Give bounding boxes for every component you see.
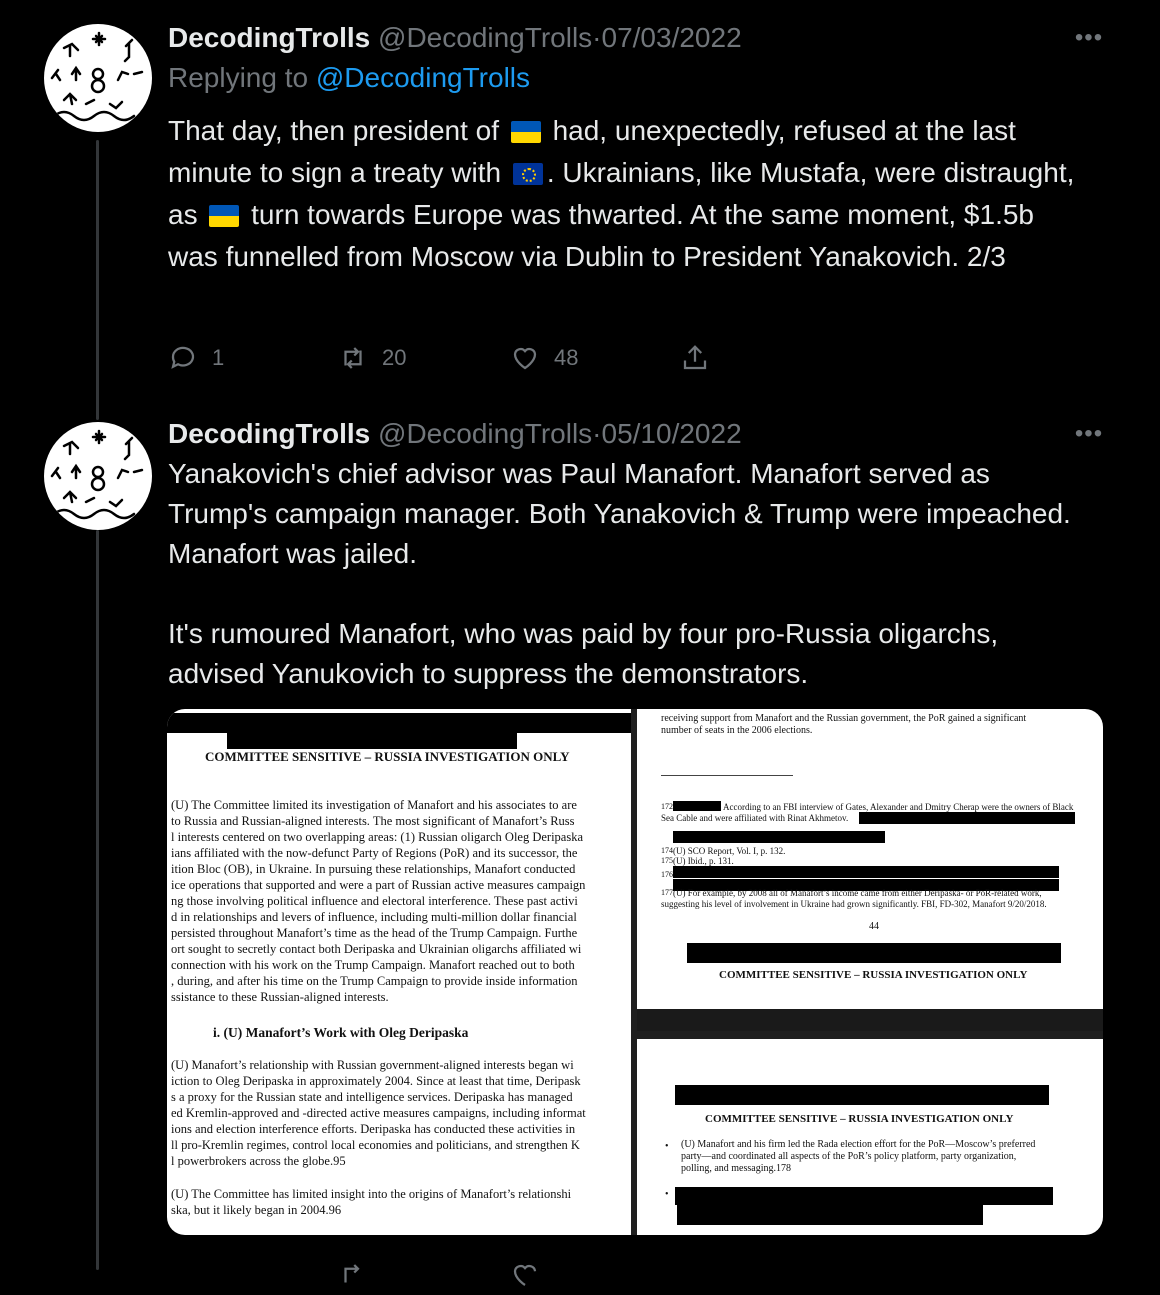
footnote-rule: [661, 775, 793, 776]
avatar-doodle-icon: [44, 422, 152, 530]
document-line: (U) Manafort’s relationship with Russian government-aligned interests began wi: [171, 1058, 574, 1072]
tweet-text: [168, 454, 1088, 694]
redaction-bar: [673, 831, 885, 843]
document-line: ort sought to secretly contact both Deripaska and Ukrainian oligarchs affiliated wi: [171, 942, 582, 956]
author-handle[interactable]: @DecodingTrolls: [378, 418, 593, 449]
footnote-number: 174: [661, 846, 673, 855]
document-paragraph: [171, 1186, 571, 1218]
footnote-text: (U) For example, by 2008 all of Manafort’s income came from either Deripaska- or PoR-related work,: [673, 888, 1042, 898]
footnote-text: According to an FBI interview of Gates, Alexander and Dmitry Cherap were the owners of Black: [723, 802, 1074, 812]
redaction-bar: [675, 1187, 1053, 1205]
footnote-text: Sea Cable and were affiliated with Rinat Akhmetov.: [661, 813, 849, 823]
document-line: ice operations that supported and were a part of Russian active measures campaign: [171, 878, 586, 892]
redaction-bar: [167, 713, 631, 733]
heart-icon: [510, 343, 540, 373]
document-bullet: [681, 1139, 1035, 1175]
redaction-bar: [227, 733, 517, 749]
bullet-icon: •: [665, 1141, 669, 1152]
footnote-number: 175: [661, 856, 673, 865]
page-number: 44: [869, 921, 879, 932]
document-line: ians affiliated with the now-defunct Party of Regions (PoR) and its successor, the: [171, 846, 578, 860]
author-name[interactable]: DecodingTrolls: [168, 418, 371, 449]
footnote-number: 172: [661, 802, 673, 811]
document-line: to Russia and Russian-aligned interests. The most significant of Manafort’s Russ: [171, 814, 575, 828]
replying-to-label: Replying to: [168, 62, 309, 93]
tweet-text: [168, 110, 1088, 278]
document-line: ng those involving political influence and electoral interference. These past activi: [171, 894, 578, 908]
document-line: number of seats in the 2006 elections.: [661, 725, 813, 736]
separator-dot: ·: [592, 22, 602, 53]
redaction-bar: [859, 812, 1075, 824]
retweet-icon: [338, 1260, 368, 1290]
share-icon: [680, 343, 710, 373]
author-handle[interactable]: @DecodingTrolls: [378, 22, 593, 53]
document-subheading: i. (U) Manafort’s Work with Oleg Deripaska: [213, 1025, 469, 1040]
like-button[interactable]: [510, 338, 578, 378]
tweet-header: [168, 416, 742, 452]
footnote-number: 177: [661, 888, 673, 897]
retweet-icon: [338, 343, 368, 373]
tweet-paragraph: Yanakovich's chief advisor was Paul Manafort. Manafort served as Trump's campaign manager. Both Yanakovich & Trump were impeached. Manafort was jailed.: [168, 458, 1071, 569]
separator-dot: ·: [592, 418, 602, 449]
document-image-right-top[interactable]: [637, 709, 1103, 1031]
tweet-text-part: . Ukrainians, like Mustafa, were distraught, as: [168, 157, 1075, 230]
share-button[interactable]: [680, 338, 724, 378]
page-gap: [637, 1009, 1103, 1031]
redaction-bar: [687, 943, 1061, 963]
ukraine-flag-icon: [209, 205, 239, 227]
like-button[interactable]: [510, 1255, 554, 1295]
footnote-number: 176: [661, 870, 673, 879]
document-line: ssistance to these Russian-aligned interests.: [171, 990, 389, 1004]
document-line: polling, and messaging.178: [681, 1163, 791, 1174]
document-line: , during, and after his time on the Trump Campaign to provide inside information: [171, 974, 578, 988]
reply-icon: [168, 343, 198, 373]
document-line: ed Kremlin-approved and -directed active measures campaigns, including informat: [171, 1106, 586, 1120]
avatar[interactable]: [44, 422, 152, 530]
document-line: ions and election interference efforts. Deripaska has conducted these activities in: [171, 1122, 576, 1136]
like-count: 48: [554, 345, 579, 370]
tweet-text-part: had, unexpectedly, refused at the last minute to sign a treaty with: [168, 115, 1016, 188]
tweet-date[interactable]: 07/03/2022: [601, 22, 742, 53]
heart-icon: [510, 1260, 540, 1290]
thread-connector: [96, 530, 99, 1270]
document-line: l interests centered on two overlapping areas: (1) Russian oligarch Oleg Deripaska: [171, 830, 584, 844]
more-options-icon[interactable]: •••: [1074, 420, 1104, 447]
tweet-date[interactable]: 05/10/2022: [601, 418, 742, 449]
reply-count: 1: [212, 345, 225, 370]
tweet-media[interactable]: [167, 709, 1103, 1235]
replying-to-mention[interactable]: @DecodingTrolls: [315, 62, 531, 93]
document-line: ll pro-Kremlin regimes, control local economies and politicians, and strengthen K: [171, 1138, 580, 1152]
document-line: persisted throughout Manafort’s time as the head of the Trump Campaign. Furthe: [171, 926, 578, 940]
document-line: ska, but it likely began in 2004.96: [171, 1203, 342, 1217]
redaction-bar: [673, 801, 721, 811]
footnote-text: (U) Ibid., p. 131.: [673, 856, 734, 866]
document-paragraph: [171, 1057, 586, 1169]
redaction-bar: [673, 866, 1059, 878]
more-options-icon[interactable]: •••: [1074, 24, 1104, 51]
replying-to: [168, 60, 530, 96]
document-line: s a proxy for the Russian state and intelligence services. Deripaska has managed: [171, 1090, 573, 1104]
document-image-left[interactable]: [167, 709, 631, 1235]
tweet-header: [168, 20, 742, 56]
bullet-icon: •: [665, 1189, 669, 1200]
reply-button[interactable]: [168, 338, 224, 378]
document-line: d in relationships and levers of influence, including multi-million dollar financial: [171, 910, 577, 924]
retweet-button[interactable]: [338, 1255, 382, 1295]
document-line: connection with his work on the Trump Campaign. Manafort reached out to both: [171, 958, 575, 972]
footnote-text: (U) SCO Report, Vol. I, p. 132.: [673, 846, 786, 856]
tweet-paragraph: It's rumoured Manafort, who was paid by four pro-Russia oligarchs, advised Yanukovich to suppress the demonstrators.: [168, 618, 999, 689]
document-banner: COMMITTEE SENSITIVE – RUSSIA INVESTIGATION ONLY: [719, 969, 1028, 981]
footnote-text: suggesting his level of involvement in Ukraine had grown significantly. FBI, FD-302, Manafort 9/20/2018.: [661, 899, 1047, 909]
document-image-right-bottom[interactable]: [637, 1039, 1103, 1235]
redaction-bar: [675, 1085, 1049, 1105]
retweet-count: 20: [382, 345, 407, 370]
eu-flag-icon: [513, 163, 543, 185]
document-line: (U) Manafort and his firm led the Rada election effort for the PoR—Moscow’s preferred: [681, 1139, 1036, 1150]
document-line: (U) The Committee limited its investigation of Manafort and his associates to are: [171, 798, 577, 812]
tweet-text-part: turn towards Europe was thwarted. At the same moment, $1.5b was funnelled from Moscow via Dublin to President Yanakovich. 2/3: [168, 199, 1034, 272]
document-banner: COMMITTEE SENSITIVE – RUSSIA INVESTIGATION ONLY: [205, 749, 570, 764]
document-banner: COMMITTEE SENSITIVE – RUSSIA INVESTIGATION ONLY: [705, 1113, 1014, 1125]
ukraine-flag-icon: [511, 121, 541, 143]
retweet-button[interactable]: [338, 338, 406, 378]
document-line: receiving support from Manafort and the Russian government, the PoR gained a significant: [661, 713, 1027, 724]
author-name[interactable]: DecodingTrolls: [168, 22, 371, 53]
document-line: l powerbrokers across the globe.95: [171, 1154, 346, 1168]
avatar-doodle-icon: [44, 24, 152, 132]
document-line: (U) The Committee has limited insight into the origins of Manafort’s relationshi: [171, 1187, 572, 1201]
document-line: party—and coordinated all aspects of the PoR’s policy platform, party organization,: [681, 1151, 1017, 1162]
document-line: iction to Oleg Deripaska in approximately 2004. Since at least that time, Deripask: [171, 1074, 581, 1088]
avatar[interactable]: [44, 24, 152, 132]
tweet-text-part: That day, then president of: [168, 115, 500, 146]
redaction-bar: [677, 1205, 983, 1225]
document-text: [661, 713, 1026, 737]
document-line: ition Bloc (OB), in Ukraine. In pursuing these relationships, Manafort conducted: [171, 862, 576, 876]
thread-connector: [96, 140, 99, 420]
document-paragraph: [171, 797, 585, 1005]
